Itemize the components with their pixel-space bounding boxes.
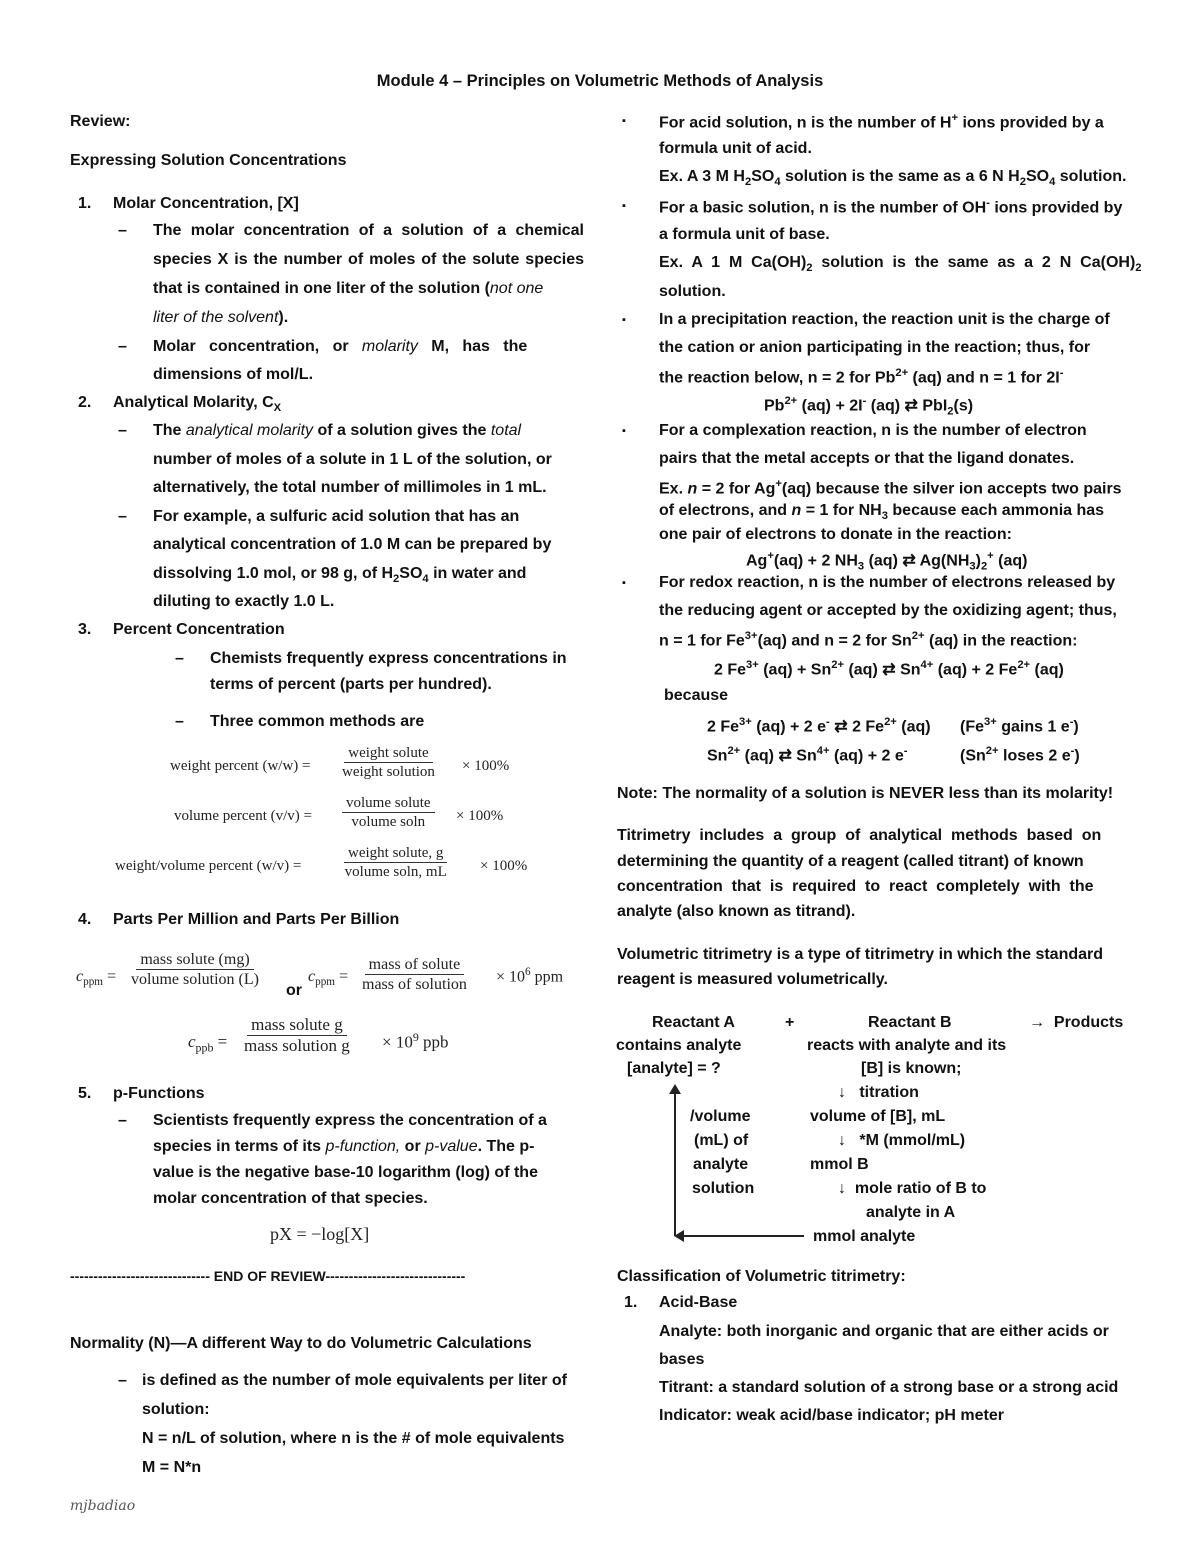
paragraph-line: of electrons, and n = 1 for $NH_3$ because each ammonia has: [659, 502, 1105, 523]
formula-fraction: weight solute, g volume soln, mL: [344, 845, 447, 880]
paragraph-line: bases: [659, 1351, 705, 1368]
paragraph-line: In a precipitation reaction, the reaction unit is the charge of: [659, 311, 1110, 328]
analyte-note: contains analyte: [616, 1037, 742, 1054]
reactant-a-label: Reactant A: [652, 1014, 735, 1031]
formula-fraction: mass of solute mass of solution: [362, 956, 467, 994]
side-label: (mL) of: [694, 1132, 749, 1149]
paragraph-line: species X is the number of moles of the solute species: [153, 251, 584, 268]
paragraph-line: The analytical molarity of a solution gives the total: [153, 422, 522, 439]
item-heading: Analytical Molarity, $C_X$: [113, 394, 282, 415]
step-mole-ratio-cont: analyte in A: [866, 1204, 956, 1221]
mmol-b: mmol B: [810, 1156, 869, 1173]
paragraph-line: For redox reaction, n is the number of electrons released by: [659, 574, 1116, 591]
paragraph-line: Three common methods are: [210, 713, 425, 730]
paragraph-line: number of moles of a solute in 1 L of the solution, or: [153, 451, 552, 468]
dash: –: [118, 422, 127, 439]
paragraph-line: Analyte: both inorganic and organic that are either acids or: [659, 1323, 1109, 1340]
products-label: → Products: [1029, 1014, 1124, 1031]
analyte-unknown: [analyte] = ?: [627, 1060, 721, 1077]
side-label: /volume: [690, 1108, 751, 1125]
paragraph-line: the reducing agent or accepted by the oxidizing agent; thus,: [659, 602, 1117, 619]
paragraph-line: molar concentration of that species.: [153, 1190, 428, 1207]
paragraph-line: For acid solution, n is the number of H+ ions provided by a: [659, 112, 1104, 132]
bullet: ▪: [622, 577, 626, 589]
bullet: ▪: [622, 314, 626, 326]
dash: –: [118, 338, 127, 355]
formula-fraction: mass solute (mg) volume solution (L): [131, 951, 259, 989]
formula-lhs: $c_{ppm}$ =: [76, 968, 117, 989]
paragraph-line: Ex. A 3 M $H_2SO_4$ solution is the same as a 6 N $H_2SO_4$ solution.: [659, 168, 1127, 189]
signature: mjbadiao: [70, 1498, 136, 1514]
half-reaction-note: ($Fe^{3+}$ gains 1 e-): [960, 716, 1079, 736]
normality-heading: Normality (N)—A different Way to do Volumetric Calculations: [70, 1335, 532, 1352]
paragraph-line: For a complexation reaction, n is the number of electron: [659, 422, 1087, 439]
paragraph-line: Molar concentration, or molarity M, has the: [153, 338, 528, 355]
note: Note: The normality of a solution is NEVER less than its molarity!: [617, 785, 1114, 802]
half-reaction: 2 $Fe^{3+}$ (aq) + 2 e- ⇄ 2 $Fe^{2+}$ (aq): [707, 716, 931, 736]
review-label: Review:: [70, 113, 131, 130]
side-label: solution: [692, 1180, 755, 1197]
plus-sign: +: [785, 1014, 795, 1031]
paragraph-line: concentration that is required to react completely with the: [617, 878, 1094, 895]
formula-lhs: volume percent (v/v) =: [174, 808, 312, 824]
bullet: ▪: [622, 200, 626, 212]
paragraph-line: analytical concentration of 1.0 M can be prepared by: [153, 536, 552, 553]
paragraph-line: that is contained in one liter of the solution (not one: [153, 280, 544, 297]
dash: –: [118, 222, 127, 239]
paragraph-line: Chemists frequently express concentrations in: [210, 650, 567, 667]
paragraph-line: value is the negative base-10 logarithm (log) of the: [153, 1164, 538, 1181]
paragraph-line: For example, a sulfuric acid solution that has an: [153, 508, 520, 525]
paragraph-line: liter of the solvent).: [153, 309, 289, 326]
paragraph-line: terms of percent (parts per hundred).: [210, 676, 492, 693]
formula-fraction: volume solute volume soln: [342, 794, 435, 831]
item-heading: Parts Per Million and Parts Per Billion: [113, 911, 400, 928]
paragraph-line: the cation or anion participating in the reaction; thus, for: [659, 339, 1091, 356]
paragraph-line: dissolving 1.0 mol, or 98 g, of $H_2SO_4$ in water and: [153, 565, 527, 586]
paragraph-line: determining the quantity of a reagent (called titrant) of known: [617, 853, 1084, 870]
item-heading: Percent Concentration: [113, 621, 285, 638]
paragraph-line: one pair of electrons to donate in the reaction:: [659, 526, 1012, 543]
reactant-b-note: reacts with analyte and its: [807, 1037, 1007, 1054]
formula-fraction: weight solute weight solution: [342, 745, 435, 780]
formula-lhs: $c_{ppb}$ =: [188, 1032, 228, 1055]
item-number: 1.: [78, 195, 92, 212]
end-review-divider: ------------------------------ END OF REVIEW------------------------------: [70, 1268, 466, 1284]
item-heading: Molar Concentration, [X]: [113, 195, 299, 212]
item-heading: Acid-Base: [659, 1294, 738, 1311]
paragraph-line: formula unit of acid.: [659, 140, 812, 157]
paragraph-line: solution.: [659, 283, 726, 300]
half-reaction-note: ($Sn^{2+}$ loses 2 e-): [960, 745, 1080, 765]
formula: pX = −log[X]: [270, 1224, 370, 1244]
formula-rhs: × 100%: [480, 858, 528, 874]
paragraph-line: N = n/L of solution, where n is the # of mole equivalents: [142, 1430, 565, 1447]
equation: $Pb^{2+}$ (aq) + 2I- (aq) ⇄ PbI$_2$(s): [764, 395, 974, 418]
formula-lhs: $c_{ppm}$ =: [308, 968, 349, 989]
paragraph-line: dimensions of mol/L.: [153, 366, 314, 383]
paragraph-line: Scientists frequently express the concentration of a: [153, 1112, 547, 1129]
step-mole-ratio: ↓ mole ratio of B to: [838, 1180, 987, 1197]
volume-b: volume of [B], mL: [810, 1108, 946, 1125]
paragraph-line: is defined as the number of mole equivalents per liter of: [142, 1372, 567, 1389]
paragraph-line: M = N*n: [142, 1459, 202, 1476]
formula-rhs: × $10^6$ ppm: [496, 966, 564, 986]
reactant-b-label: Reactant B: [868, 1014, 952, 1031]
paragraph-line: reagent is measured volumetrically.: [617, 971, 888, 988]
dash: –: [118, 1372, 127, 1389]
formula-lhs: weight/volume percent (w/v) =: [115, 858, 302, 874]
equation: Ag+(aq) + 2 $NH_3$ (aq) ⇄ $Ag(NH_3)_2^+$ (aq): [746, 550, 1028, 573]
step-molarity: ↓ *M (mmol/mL): [838, 1132, 966, 1149]
half-reaction: $Sn^{2+}$ (aq) ⇄ $Sn^{4+}$ (aq) + 2 e-: [707, 745, 908, 765]
paragraph-line: Ex. A 1 M $Ca(OH)_2$ solution is the same as a 2 N $Ca(OH)_2$: [659, 254, 1142, 275]
paragraph-line: The molar concentration of a solution of a chemical: [153, 222, 584, 239]
paragraph-line: because: [664, 687, 729, 704]
page-title: Module 4 – Principles on Volumetric Methods of Analysis: [376, 72, 824, 90]
paragraph-line: species in terms of its p-function, or p-value. The p-: [153, 1138, 535, 1155]
dash: –: [175, 713, 184, 730]
classification-heading: Classification of Volumetric titrimetry:: [617, 1268, 906, 1285]
paragraph-line: Titrimetry includes a group of analytical methods based on: [617, 827, 1102, 844]
reactant-b-known: [B] is known;: [861, 1060, 962, 1077]
paragraph-line: Ex. n = 2 for Ag+(aq) because the silver ion accepts two pairs: [659, 478, 1122, 498]
step-titration: ↓ titration: [838, 1084, 919, 1101]
side-label: analyte: [693, 1156, 749, 1173]
item-number: 1.: [624, 1294, 638, 1311]
item-heading: p-Functions: [113, 1085, 205, 1102]
dash: –: [118, 1112, 127, 1129]
bullet: ▪: [622, 115, 626, 127]
paragraph-line: the reaction below, n = 2 for $Pb^{2+}$ (aq) and n = 1 for 2I-: [659, 367, 1064, 387]
or-label: or: [286, 982, 302, 999]
bullet: ▪: [622, 425, 626, 437]
paragraph-line: Titrant: a standard solution of a strong base or a strong acid: [659, 1379, 1119, 1396]
formula-rhs: × $10^9$ ppb: [382, 1030, 449, 1052]
item-number: 4.: [78, 911, 92, 928]
paragraph-line: alternatively, the total number of millimoles in 1 mL.: [153, 479, 547, 496]
section-heading: Expressing Solution Concentrations: [70, 152, 347, 169]
equation: 2 $Fe^{3+}$ $(aq) + Sn^{2+}$ (aq) ⇄ $Sn^{4+}$ (aq) + 2 $Fe^{2+}$ (aq): [714, 659, 1064, 679]
paragraph-line: Indicator: weak acid/base indicator; pH meter: [659, 1407, 1004, 1424]
item-number: 5.: [78, 1085, 92, 1102]
paragraph-line: For a basic solution, n is the number of OH- ions provided by: [659, 197, 1123, 217]
paragraph-line: solution:: [142, 1401, 210, 1418]
dash: –: [175, 650, 184, 667]
formula-fraction: mass solute g mass solution g: [244, 1015, 350, 1056]
paragraph-line: Volumetric titrimetry is a type of titrimetry in which the standard: [617, 946, 1104, 963]
item-number: 3.: [78, 621, 92, 638]
up-arrow-head: [669, 1084, 681, 1094]
paragraph-line: analyte (also known as titrand).: [617, 903, 856, 920]
paragraph-line: pairs that the metal accepts or that the ligand donates.: [659, 450, 1075, 467]
paragraph-line: n = 1 for $Fe^{3+}(aq)$ and n = 2 for $Sn^{2+}$ (aq) in the reaction:: [659, 630, 1078, 650]
paragraph-line: a formula unit of base.: [659, 226, 830, 243]
mmol-analyte: mmol analyte: [813, 1228, 916, 1245]
item-number: 2.: [78, 394, 92, 411]
formula-rhs: × 100%: [462, 758, 510, 774]
paragraph-line: diluting to exactly 1.0 L.: [153, 593, 335, 610]
formula-lhs: weight percent (w/w) =: [170, 758, 311, 774]
dash: –: [118, 508, 127, 525]
formula-rhs: × 100%: [456, 808, 504, 824]
